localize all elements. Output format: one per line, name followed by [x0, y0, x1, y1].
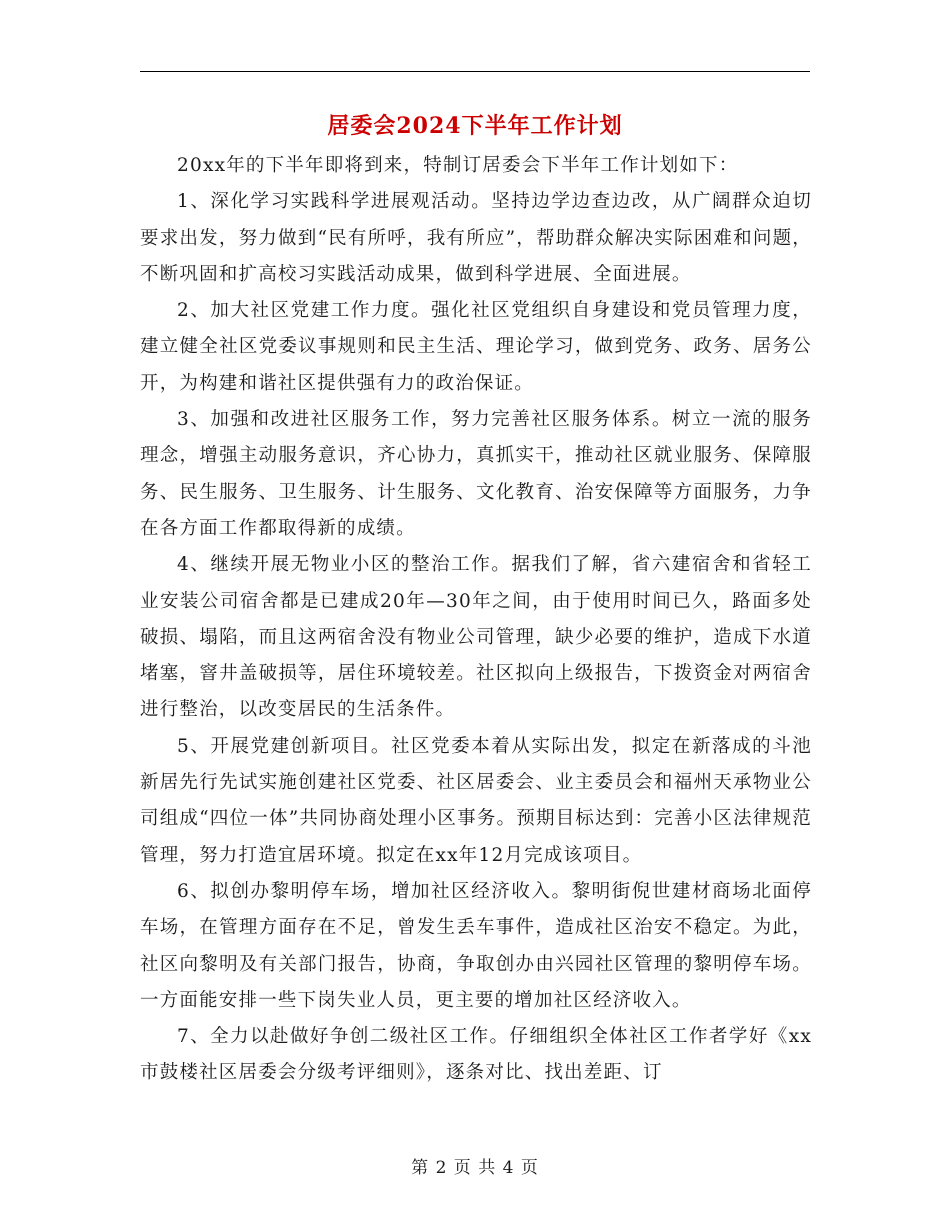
page-number-footer: 第 2 页 共 4 页 [411, 1158, 539, 1178]
paragraph-item-6: 6、拟创办黎明停车场，增加社区经济收入。黎明街倪世建材商场北面停车场，在管理方面存在不足，曾发生丢车事件，造成社区治安不稳定。为此，社区向黎明及有关部门报告，协商，争取创办由兴园社区管理的黎明停车场。一方面能安排一些下岗失业人员，更主要的增加社区经济收入。 [140, 880, 812, 1011]
document-title: 居委会2024下半年工作计划 [327, 113, 623, 139]
paragraph-item-1: 1、深化学习实践科学进展观活动。坚持边学边查边改，从广阔群众迫切要求出发，努力做到“民有所呼，我有所应”，帮助群众解决实际困难和问题，不断巩固和扩高校习实践活动成果，做到科学进展、全面进展。 [140, 191, 812, 285]
paragraph-item-2: 2、加大社区党建工作力度。强化社区党组织自身建设和党员管理力度，建立健全社区党委议事规则和民主生活、理论学习，做到党务、政务、居务公开，为构建和谐社区提供强有力的政治保证。 [140, 300, 812, 394]
document-body [140, 148, 812, 1092]
header-rule [140, 71, 810, 72]
paragraph-item-7: 7、全力以赴做好争创二级社区工作。仔细组织全体社区工作者学好《xx市鼓楼社区居委会分级考评细则》，逐条对比、找出差距、订 [140, 1026, 812, 1084]
paragraph-item-5: 5、开展党建创新项目。社区党委本着从实际出发，拟定在新落成的斗池新居先行先试实施创建社区党委、社区居委会、业主委员会和福州天承物业公司组成“四位一体”共同协商处理小区事务。预期目标达到：完善小区法律规范管理，努力打造宜居环境。拟定在xx年12月完成该项目。 [140, 735, 812, 866]
paragraph-item-3: 3、加强和改进社区服务工作，努力完善社区服务体系。树立一流的服务理念，增强主动服务意识，齐心协力，真抓实干，推动社区就业服务、保障服务、民生服务、卫生服务、计生服务、文化教育、治安保障等方面服务，力争在各方面工作都取得新的成绩。 [140, 409, 812, 539]
paragraph-intro: 20xx年的下半年即将到来，特制订居委会下半年工作计划如下： [177, 155, 739, 176]
paragraph-item-4: 4、继续开展无物业小区的整治工作。据我们了解，省六建宿舍和省轻工业安装公司宿舍都是已建成20年—30年之间，由于使用时间已久，路面多处破损、塌陷，而且这两宿舍没有物业公司管理，缺少必要的维护，造成下水道堵塞，窨井盖破损等，居住环境较差。社区拟向上级报告，下拨资金对两宿舍进行整治，以改变居民的生活条件。 [140, 554, 812, 721]
